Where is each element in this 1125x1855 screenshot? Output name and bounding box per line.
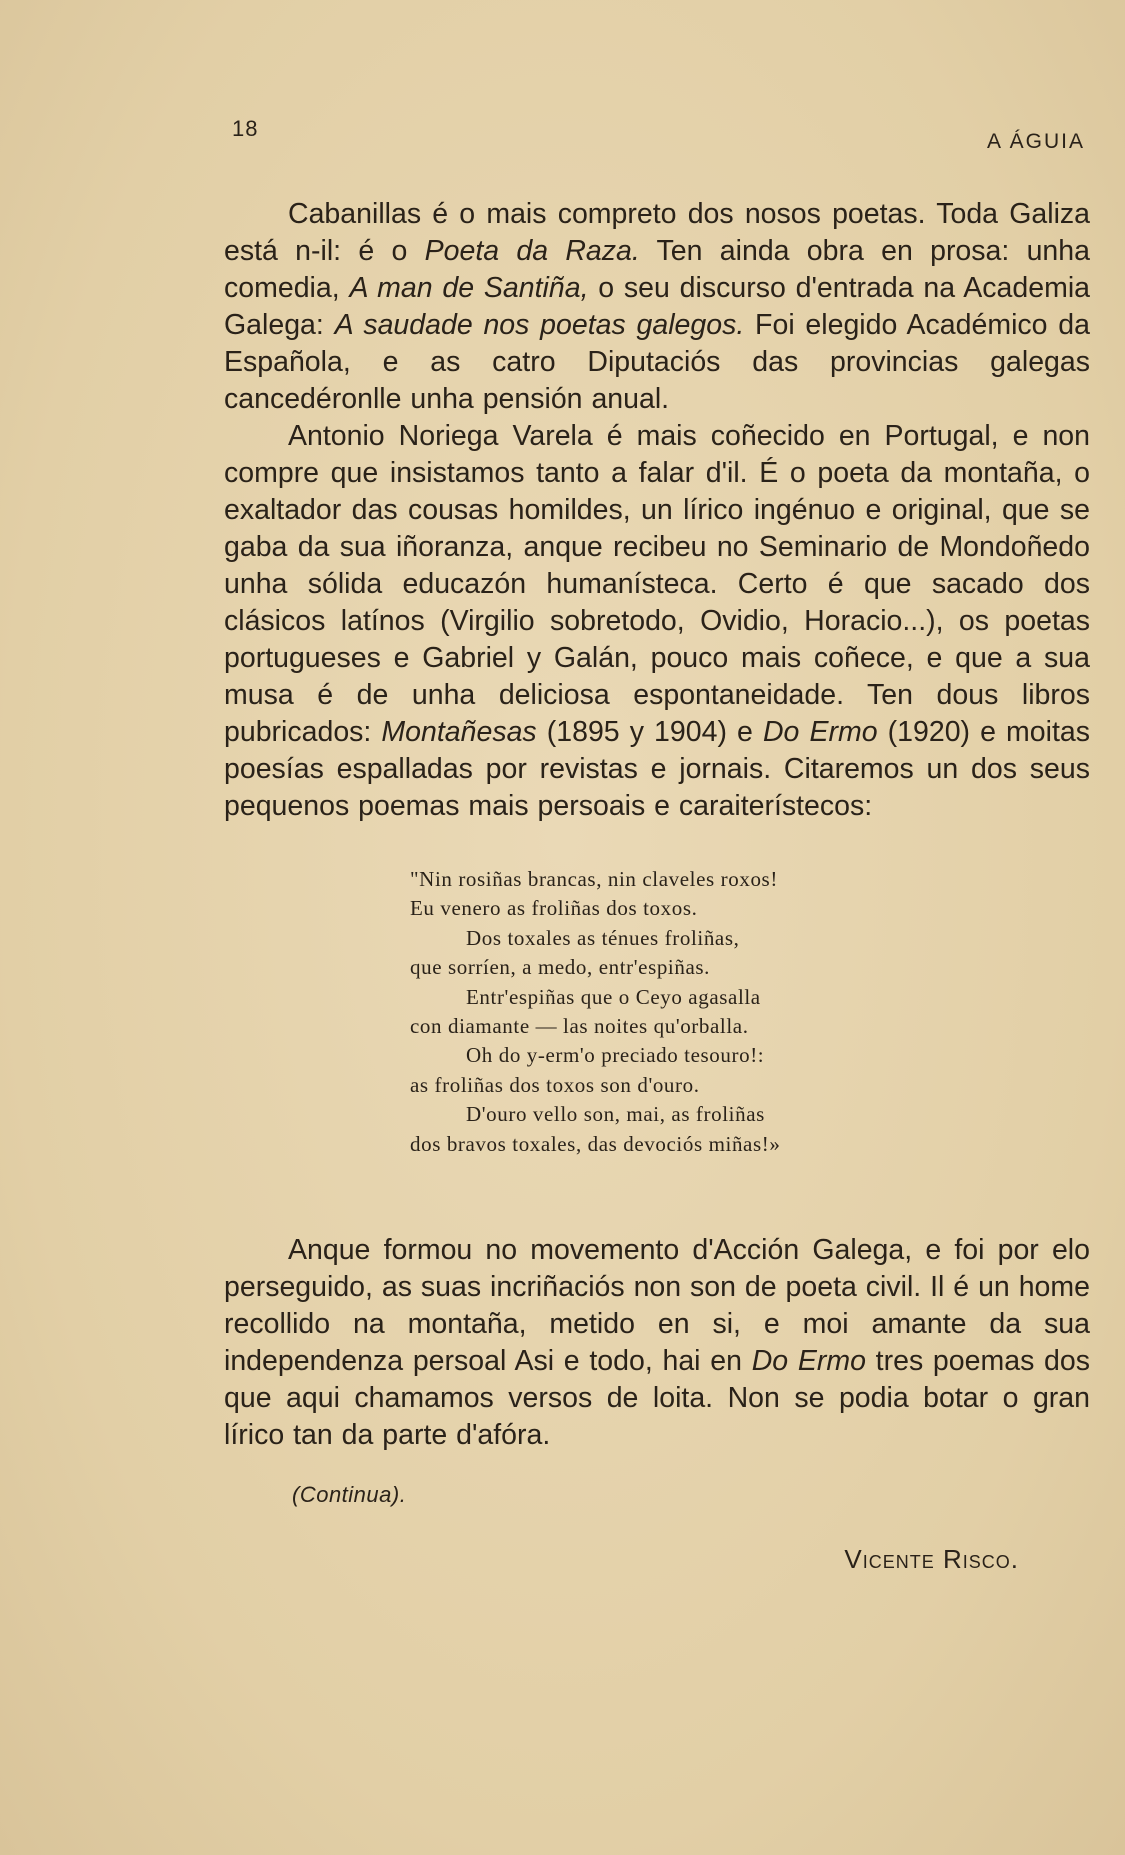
body-text-upper (224, 196, 1090, 825)
italic-title: Poeta da Raza. (424, 235, 640, 267)
page-number: 18 (232, 116, 259, 141)
poem-line: con diamante — las noites qu'orballa. (410, 1014, 749, 1039)
italic-title: Do Ermo (762, 716, 878, 748)
poem-line: Eu venero as froliñas dos toxos. (410, 896, 698, 921)
paragraph-text: Ten ainda obra en prosa: unha comedia, (224, 235, 1090, 304)
paragraph-cabanillas (224, 196, 1090, 418)
author-signature: Vicente Risco. (844, 1544, 1019, 1574)
paragraph-accion-galega (224, 1232, 1090, 1454)
poem-line: Oh do y-erm'o preciado tesouro!: (466, 1043, 765, 1068)
poem-block (410, 865, 970, 1159)
poem-line: que sorríen, a medo, entr'espiñas. (410, 955, 711, 980)
paragraph-text: Cabanillas é o mais compreto dos nosos poetas. Toda Galiza está n-il: é o (224, 198, 1090, 267)
body-text-lower (224, 1232, 1090, 1454)
running-head: A ÁGUIA (986, 130, 1085, 153)
poem-line: "Nin rosiñas brancas, nin claveles roxos! (410, 867, 778, 891)
paragraph-text: (1920) e moitas poesías espalladas por revistas e jornais. Citaremos un dos seus pequenos poemas mais persoais e caraiterístecos: (224, 716, 1090, 822)
poem-line: Entr'espiñas que o Ceyo agasalla (466, 984, 761, 1009)
italic-title: A saudade nos poetas galegos. (334, 309, 745, 341)
continued-note: (Continua). (292, 1482, 407, 1507)
paragraph-text: Anque formou no movemento d'Acción Galega, e foi por elo perseguido, as suas incriñaciós non son de poeta civil. Il é un home recollido na montaña, metido en si, e moi amante da sua independenza persoal Asi e todo, hai en (224, 1234, 1090, 1377)
paragraph-text: o seu discurso d'entrada na Academia Galega: (224, 272, 1090, 341)
poem-line: D'ouro vello son, mai, as froliñas (466, 1102, 765, 1127)
paragraph-noriega (224, 418, 1090, 825)
poem-line: dos bravos toxales, das devociós miñas!» (410, 1131, 781, 1156)
paragraph-text: Antonio Noriega Varela é mais coñecido en Portugal, e non compre que insistamos tanto a falar d'il. É o poeta da montaña, o exaltador das cousas homildes, un lírico ingénuo e original, que se gaba da sua iñoranza, anque recibeu no Seminario de Mondoñedo unha sólida educazón humanísteca. Certo é que sacado dos clásicos latínos (Virgilio sobretodo, Ovidio, Horacio...), os poetas portugueses e Gabriel y Galán, pouco mais coñece, e que a sua musa é de unha deliciosa espontaneidade. Ten dous libros pubricados: (224, 420, 1090, 748)
poem-line: Dos toxales as ténues froliñas, (466, 925, 740, 950)
paragraph-text: Foi elegido Académico da Española, e as catro Diputaciós das provincias galegas cancedéronlle unha pensión anual. (224, 309, 1090, 415)
italic-title: A man de Santiña, (349, 272, 589, 304)
paragraph-text: (1895 y 1904) e (536, 716, 763, 748)
italic-title: Montañesas (381, 716, 537, 748)
poem-line: as froliñas dos toxos son d'ouro. (410, 1072, 700, 1097)
italic-title: Do Ermo (751, 1345, 866, 1377)
paragraph-text: tres poemas dos que aqui chamamos versos de loita. Non se podia botar o gran lírico tan da parte d'afóra. (224, 1345, 1091, 1451)
